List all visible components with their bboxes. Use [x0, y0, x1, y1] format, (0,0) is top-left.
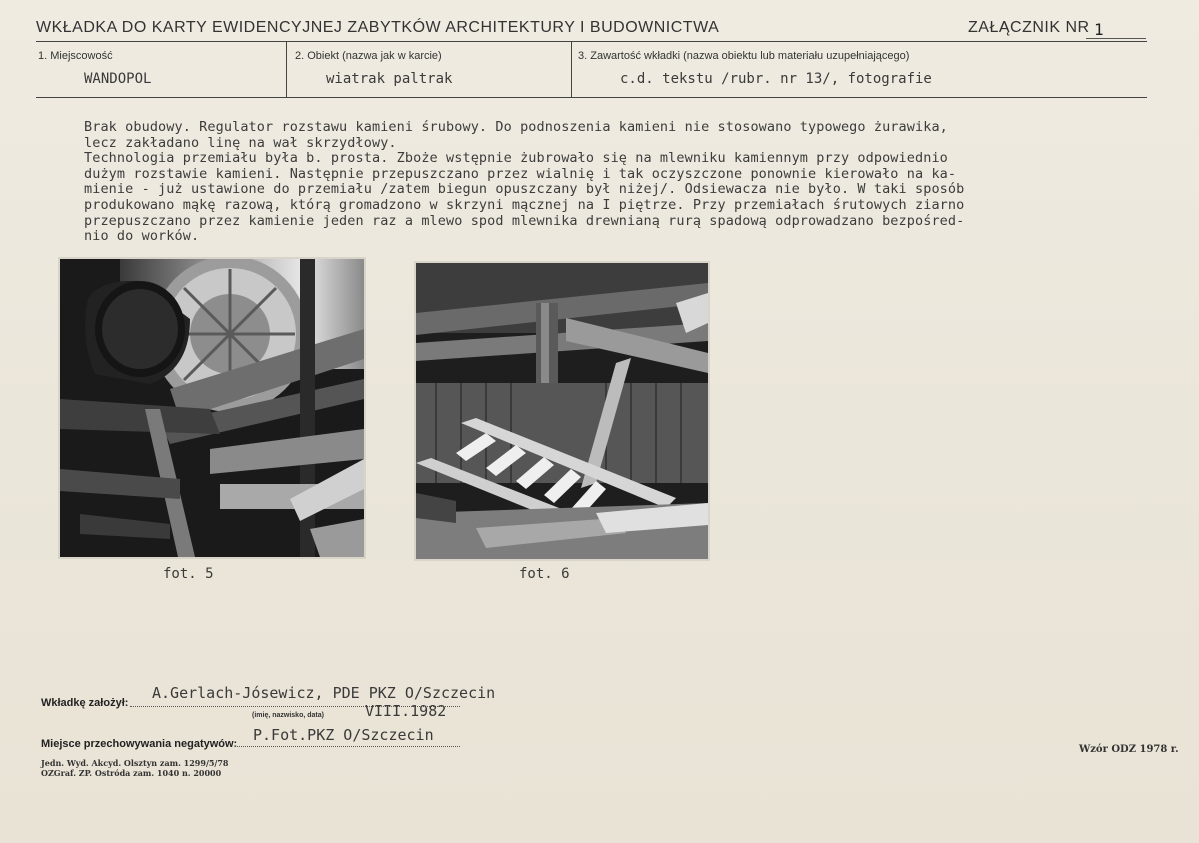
description-line: mienie - już ustawione do przemiału /zatem biegun opuszczany był niżej/. Odsiewacza nie było. W taki sposób — [84, 181, 965, 198]
printer-note-1: Jedn. Wyd. Akcyd. Olsztyn zam. 1299/5/78 — [41, 758, 229, 768]
storage-dotted-line — [235, 746, 460, 747]
description-line: produkowano mąkę razową, którą gromadzono w skrzyni mącznej na I piętrze. Przy przemiałach śrutowych ziarno — [84, 196, 965, 213]
photo-6-caption: fot. 6 — [519, 566, 570, 582]
description-text — [84, 120, 1174, 245]
description-line: Brak obudowy. Regulator rozstawu kamieni śrubowy. Do podnoszenia kamieni nie stosowano typowego żurawika, — [84, 119, 948, 135]
photo-5-mill-gear — [58, 257, 366, 559]
created-by-hint: (imię, nazwisko, data) — [252, 712, 324, 719]
annex-number: 1 — [1094, 20, 1104, 39]
photo-5-caption: fot. 5 — [163, 566, 214, 582]
photo-6-interior-beams — [414, 261, 710, 561]
photo-5-image — [60, 259, 364, 557]
object-label: 2. Obiekt (nazwa jak w karcie) — [295, 50, 442, 62]
description-line: dużym rozstawie kamieni. Następnie przepuszczano przez wialnię i tak oczyszczone ponownie kierowało na ka- — [84, 165, 957, 182]
printer-note-2: OZGraf. ZP. Ostróda zam. 1040 n. 20000 — [41, 768, 222, 778]
field-separator-2 — [571, 42, 572, 97]
description-line: nio do worków. — [84, 228, 200, 245]
description-line: lecz zakładano linę na wał skrzydłowy. — [84, 134, 397, 151]
storage-value: P.Fot.PKZ O/Szczecin — [253, 726, 434, 744]
annex-number-underline — [1086, 38, 1146, 39]
annex-label: ZAŁĄCZNIK NR — [968, 19, 1090, 36]
contents-label: 3. Zawartość wkładki (nazwa obiektu lub materiału uzupełniającego) — [578, 50, 910, 62]
description-line: przepuszczano przez kamienie jeden raz a mlewo spod mlewnika drewnianą rurą spadową odprowadzano bezpośred- — [84, 212, 965, 229]
field-separator-1 — [286, 42, 287, 97]
storage-label: Miejsce przechowywania negatywów: — [41, 738, 238, 750]
locality-value: WANDOPOL — [84, 71, 152, 87]
locality-label: 1. Miejscowość — [38, 50, 113, 62]
contents-value: c.d. tekstu /rubr. nr 13/, fotografie — [620, 71, 932, 87]
header-divider — [36, 41, 1147, 42]
form-title: WKŁADKA DO KARTY EWIDENCYJNEJ ZABYTKÓW ARCHITEKTURY I BUDOWNICTWA — [36, 19, 720, 36]
created-by-label: Wkładkę założył: — [41, 697, 129, 709]
created-by-value: A.Gerlach-Jósewicz, PDE PKZ O/Szczecin — [152, 684, 496, 702]
photo-6-image — [416, 263, 708, 559]
form-pattern-label: Wzór ODZ 1978 r. — [1079, 744, 1179, 755]
fields-divider — [36, 97, 1147, 98]
description-line: Technologia przemiału była b. prosta. Zboże wstępnie żubrowało się na mlewniku kamiennym przy odpowiednio — [84, 150, 948, 167]
date-value: VIII.1982 — [365, 702, 447, 720]
object-value: wiatrak paltrak — [326, 71, 453, 87]
